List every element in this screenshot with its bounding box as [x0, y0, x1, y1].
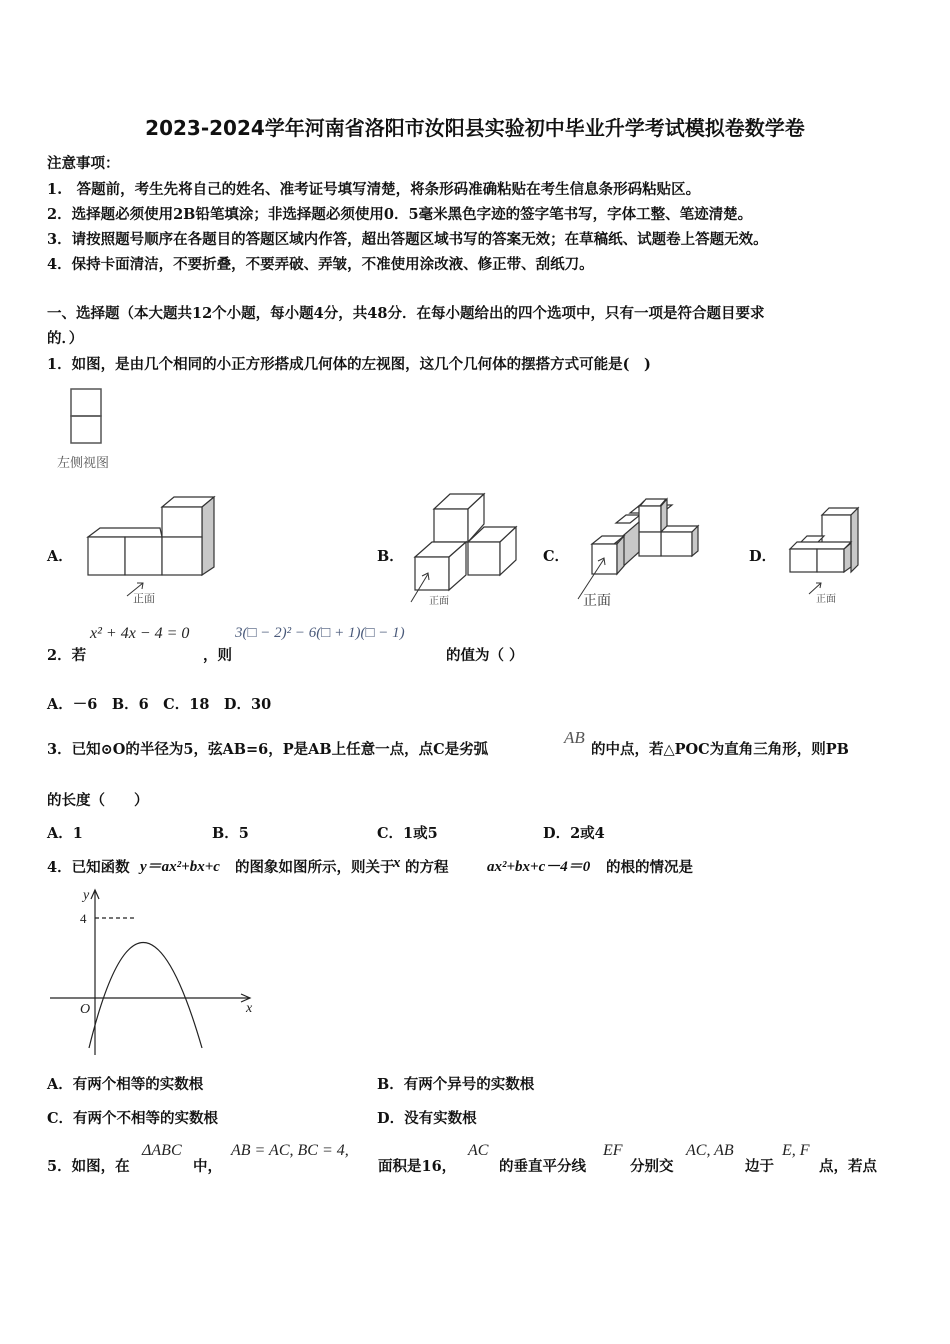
- q2-equation: x² + 4x − 4 = 0: [90, 625, 190, 642]
- q5-text-g: 点，若点: [819, 1158, 877, 1175]
- left-view-figure: [70, 388, 110, 448]
- notice-item-4: 4．保持卡面清洁，不要折叠，不要弄破、弄皱，不准使用涂改液、修正带、刮纸刀。: [47, 256, 594, 273]
- q5-text-e: 分别交: [630, 1158, 674, 1175]
- q3-stem-a: 3．已知⊙O的半径为5，弦AB=6，P是AB上任意一点，点C是劣弧: [47, 741, 489, 758]
- q5-math-condition: AB = AC, BC = 4,: [231, 1142, 349, 1159]
- q4-stem-d: 的根的情况是: [606, 859, 693, 876]
- q3-stem-c: 的长度（ ）: [47, 792, 149, 809]
- q2-mid: ，则: [203, 647, 232, 664]
- q2-prefix: 2．若: [47, 647, 87, 664]
- x-axis-label: x: [246, 1001, 253, 1016]
- q5-math-ef-points: E, F: [782, 1142, 810, 1159]
- page-title: 2023-2024学年河南省洛阳市汝阳县实验初中毕业升学考试模拟卷数学卷: [145, 116, 805, 140]
- q4-var: x: [393, 855, 401, 871]
- q5-text-c: 面积是16，: [378, 1158, 457, 1175]
- q3-option-d: D．2或4: [543, 825, 605, 842]
- q5-text-b: 中，: [193, 1158, 222, 1175]
- q4-option-a: A．有两个相等的实数根: [47, 1076, 204, 1093]
- notice-item-2: 2．选择题必须使用2B铅笔填涂；非选择题必须使用0．5毫米黑色字迹的签字笔书写，字体工整、笔迹清楚。: [47, 206, 753, 223]
- q5-math-ac-ab: AC, AB: [686, 1142, 734, 1159]
- q2-suffix: 的值为（ ）: [446, 647, 524, 664]
- q5-math-ac: AC: [468, 1142, 489, 1159]
- q5-math-ef: EF: [603, 1142, 623, 1159]
- notice-item-3: 3．请按照题号顺序在各题目的答题区域内作答，超出答题区域书写的答案无效；在草稿纸、试题卷上答题无效。: [47, 231, 768, 248]
- origin-label: O: [80, 1002, 91, 1017]
- q4-equation: ax²+bx+c－4＝0: [487, 859, 591, 875]
- q4-option-b: B．有两个异号的实数根: [377, 1076, 535, 1093]
- q1-option-d-front-label: 正面: [816, 594, 836, 605]
- left-view-caption: 左侧视图: [57, 456, 110, 471]
- q1-option-d-label: D．: [749, 548, 777, 565]
- q4-function: y＝ax²+bx+c: [140, 859, 220, 875]
- q5-text-f: 边于: [745, 1158, 774, 1175]
- q1-option-a-front-label: 正面: [133, 592, 155, 605]
- q2-expression: 3(□ − 2)² − 6(□ + 1)(□ − 1): [235, 625, 405, 641]
- section-heading-line1: 一、选择题（本大题共12个小题，每小题4分，共48分．在每小题给出的四个选项中，只有一项是符合题目要求: [47, 305, 765, 322]
- q3-arc-ab: AB: [564, 728, 585, 747]
- notice-item-1: 1. 答题前，考生先将自己的姓名、准考证号填写清楚，将条形码准确粘贴在考生信息条形码粘贴区。: [47, 181, 701, 198]
- q4-option-c: C．有两个不相等的实数根: [47, 1110, 219, 1127]
- notice-heading: 注意事项：: [47, 155, 120, 172]
- q3-option-a: A．1: [47, 825, 83, 842]
- y-axis-label: y: [83, 888, 90, 903]
- q3-option-c: C．1或5: [377, 825, 438, 842]
- y-tick-4: 4: [80, 911, 87, 926]
- q1-option-a-label: A．: [47, 548, 73, 565]
- q1-option-b-label: B．: [377, 548, 404, 565]
- q3-stem-b: 的中点，若△POC为直角三角形，则PB: [591, 741, 849, 758]
- q4-stem-c: 的方程: [405, 859, 449, 876]
- q4-stem-b: 的图象如图所示，则关于: [235, 859, 395, 876]
- q1-option-c-front-label: 正面: [583, 593, 611, 609]
- q2-options: A．－6 B．6 C．18 D．30: [47, 696, 272, 713]
- q1-option-d-figure: [788, 505, 863, 577]
- section-heading-line2: 的．）: [47, 330, 84, 347]
- q1-option-a-figure: [86, 495, 216, 577]
- q1-option-c-label: C．: [543, 548, 570, 565]
- q4-stem-a: 4．已知函数: [47, 859, 130, 876]
- q1-stem: 1．如图，是由几个相同的小正方形搭成几何体的左视图，这几个几何体的摆搭方式可能是( ): [47, 356, 651, 373]
- q5-text-a: 5．如图，在: [47, 1158, 130, 1175]
- q5-text-d: 的垂直平分线: [499, 1158, 586, 1175]
- q4-parabola-graph: [45, 885, 265, 1057]
- q5-math-abc: ΔABC: [142, 1142, 182, 1159]
- q1-option-b-front-label: 正面: [429, 596, 449, 607]
- q4-option-d: D．没有实数根: [377, 1110, 477, 1127]
- q3-option-b: B．5: [212, 825, 249, 842]
